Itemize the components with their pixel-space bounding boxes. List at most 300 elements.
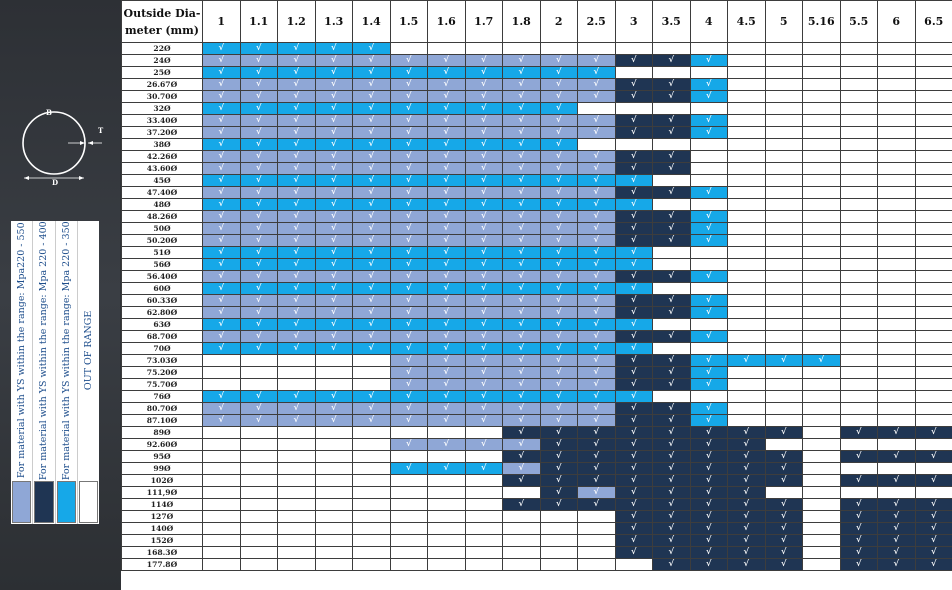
- availability-check-cell: √: [465, 151, 503, 163]
- availability-check-cell: √: [540, 211, 578, 223]
- table-row: [122, 283, 952, 295]
- availability-check-cell: √: [465, 211, 503, 223]
- availability-check-cell: √: [465, 295, 503, 307]
- out-of-range-cell: [465, 559, 503, 571]
- availability-check-cell: √: [915, 523, 952, 535]
- out-of-range-cell: [615, 559, 653, 571]
- out-of-range-cell: [428, 511, 466, 523]
- out-of-range-cell: [803, 427, 841, 439]
- out-of-range-cell: [803, 331, 841, 343]
- availability-check-cell: √: [465, 55, 503, 67]
- out-of-range-cell: [878, 139, 916, 151]
- availability-check-cell: √: [878, 535, 916, 547]
- thickness-column-header: 1.3: [315, 1, 353, 43]
- availability-check-cell: √: [390, 127, 428, 139]
- availability-check-cell: √: [390, 319, 428, 331]
- availability-check-cell: √: [615, 175, 653, 187]
- out-of-range-cell: [915, 235, 952, 247]
- availability-check-cell: √: [503, 319, 541, 331]
- availability-check-cell: √: [315, 343, 353, 355]
- table-body: [122, 43, 952, 571]
- outside-diameter-cell: 63Ø: [122, 319, 203, 331]
- availability-check-cell: √: [690, 367, 728, 379]
- availability-check-cell: √: [503, 403, 541, 415]
- availability-check-cell: √: [240, 223, 278, 235]
- availability-check-cell: √: [503, 451, 541, 463]
- availability-check-cell: √: [915, 559, 952, 571]
- availability-check-cell: √: [315, 91, 353, 103]
- availability-check-cell: √: [915, 547, 952, 559]
- availability-check-cell: √: [690, 235, 728, 247]
- availability-check-cell: √: [615, 307, 653, 319]
- table-row: [122, 439, 952, 451]
- availability-check-cell: √: [315, 151, 353, 163]
- availability-check-cell: √: [240, 295, 278, 307]
- out-of-range-cell: [803, 283, 841, 295]
- availability-check-cell: √: [690, 559, 728, 571]
- table-row: [122, 223, 952, 235]
- availability-check-cell: √: [728, 559, 766, 571]
- availability-check-cell: √: [690, 91, 728, 103]
- availability-check-cell: √: [278, 295, 316, 307]
- availability-check-cell: √: [390, 463, 428, 475]
- out-of-range-cell: [203, 427, 241, 439]
- availability-check-cell: √: [503, 439, 541, 451]
- out-of-range-cell: [803, 547, 841, 559]
- availability-check-cell: √: [540, 391, 578, 403]
- availability-check-cell: √: [653, 463, 691, 475]
- out-of-range-cell: [728, 163, 766, 175]
- availability-check-cell: √: [203, 283, 241, 295]
- availability-check-cell: √: [390, 223, 428, 235]
- out-of-range-cell: [840, 247, 878, 259]
- availability-check-cell: √: [840, 511, 878, 523]
- out-of-range-cell: [653, 391, 691, 403]
- availability-check-cell: √: [690, 211, 728, 223]
- out-of-range-cell: [315, 535, 353, 547]
- availability-check-cell: √: [653, 115, 691, 127]
- availability-check-cell: √: [353, 43, 391, 55]
- out-of-range-cell: [878, 367, 916, 379]
- availability-check-cell: √: [653, 355, 691, 367]
- availability-check-cell: √: [203, 211, 241, 223]
- out-of-range-cell: [840, 79, 878, 91]
- availability-check-cell: √: [315, 43, 353, 55]
- availability-check-cell: √: [503, 175, 541, 187]
- out-of-range-cell: [390, 487, 428, 499]
- out-of-range-cell: [728, 331, 766, 343]
- table-row: [122, 355, 952, 367]
- availability-check-cell: √: [278, 223, 316, 235]
- availability-check-cell: √: [428, 415, 466, 427]
- availability-check-cell: √: [503, 67, 541, 79]
- availability-check-cell: √: [465, 79, 503, 91]
- outside-diameter-cell: 140Ø: [122, 523, 203, 535]
- out-of-range-cell: [840, 139, 878, 151]
- availability-check-cell: √: [315, 223, 353, 235]
- out-of-range-cell: [803, 43, 841, 55]
- availability-check-cell: √: [278, 415, 316, 427]
- out-of-range-cell: [465, 511, 503, 523]
- availability-check-cell: √: [315, 247, 353, 259]
- outside-diameter-cell: 51Ø: [122, 247, 203, 259]
- outside-diameter-cell: 68.70Ø: [122, 331, 203, 343]
- out-of-range-cell: [728, 43, 766, 55]
- availability-check-cell: √: [390, 379, 428, 391]
- availability-check-cell: √: [915, 427, 952, 439]
- out-of-range-cell: [690, 163, 728, 175]
- availability-check-cell: √: [728, 427, 766, 439]
- out-of-range-cell: [803, 79, 841, 91]
- availability-check-cell: √: [428, 391, 466, 403]
- availability-check-cell: √: [540, 55, 578, 67]
- out-of-range-cell: [840, 259, 878, 271]
- availability-check-cell: √: [915, 535, 952, 547]
- out-of-range-cell: [765, 331, 803, 343]
- table-row: [122, 499, 952, 511]
- thickness-column-header: 1.7: [465, 1, 503, 43]
- out-of-range-cell: [465, 475, 503, 487]
- availability-check-cell: √: [578, 415, 616, 427]
- out-of-range-cell: [728, 67, 766, 79]
- out-of-range-cell: [765, 439, 803, 451]
- availability-check-cell: √: [315, 103, 353, 115]
- availability-check-cell: √: [428, 247, 466, 259]
- out-of-range-cell: [203, 379, 241, 391]
- availability-check-cell: √: [428, 307, 466, 319]
- out-of-range-cell: [765, 295, 803, 307]
- out-of-range-cell: [840, 235, 878, 247]
- table-row: [122, 415, 952, 427]
- availability-check-cell: √: [278, 259, 316, 271]
- out-of-range-cell: [428, 43, 466, 55]
- out-of-range-cell: [803, 259, 841, 271]
- out-of-range-cell: [315, 427, 353, 439]
- out-of-range-cell: [203, 355, 241, 367]
- out-of-range-cell: [315, 499, 353, 511]
- out-of-range-cell: [840, 463, 878, 475]
- availability-check-cell: √: [390, 55, 428, 67]
- out-of-range-cell: [765, 271, 803, 283]
- out-of-range-cell: [878, 319, 916, 331]
- table-row: [122, 259, 952, 271]
- out-of-range-cell: [915, 175, 952, 187]
- out-of-range-cell: [878, 235, 916, 247]
- availability-check-cell: √: [278, 79, 316, 91]
- availability-check-cell: √: [240, 307, 278, 319]
- availability-check-cell: √: [315, 199, 353, 211]
- out-of-range-cell: [240, 523, 278, 535]
- out-of-range-cell: [653, 43, 691, 55]
- table-row: [122, 271, 952, 283]
- availability-check-cell: √: [578, 343, 616, 355]
- availability-check-cell: √: [615, 523, 653, 535]
- availability-check-cell: √: [428, 367, 466, 379]
- availability-check-cell: √: [390, 295, 428, 307]
- availability-check-cell: √: [503, 307, 541, 319]
- out-of-range-cell: [540, 559, 578, 571]
- out-of-range-cell: [878, 391, 916, 403]
- availability-check-cell: √: [353, 175, 391, 187]
- availability-check-cell: √: [465, 367, 503, 379]
- availability-check-cell: √: [840, 451, 878, 463]
- availability-check-cell: √: [540, 151, 578, 163]
- out-of-range-cell: [390, 451, 428, 463]
- outside-diameter-cell: 30.70Ø: [122, 91, 203, 103]
- availability-check-cell: √: [278, 343, 316, 355]
- out-of-range-cell: [915, 259, 952, 271]
- availability-check-cell: √: [540, 79, 578, 91]
- availability-check-cell: √: [203, 331, 241, 343]
- availability-check-cell: √: [728, 355, 766, 367]
- out-of-range-cell: [315, 463, 353, 475]
- availability-check-cell: √: [353, 283, 391, 295]
- availability-check-cell: √: [390, 391, 428, 403]
- out-of-range-cell: [653, 343, 691, 355]
- table-row: [122, 115, 952, 127]
- out-of-range-cell: [878, 211, 916, 223]
- outside-diameter-cell: 37.20Ø: [122, 127, 203, 139]
- out-of-range-cell: [240, 379, 278, 391]
- availability-check-cell: √: [390, 283, 428, 295]
- availability-check-cell: √: [353, 223, 391, 235]
- availability-check-cell: √: [353, 271, 391, 283]
- availability-check-cell: √: [653, 451, 691, 463]
- out-of-range-cell: [353, 439, 391, 451]
- out-of-range-cell: [653, 319, 691, 331]
- availability-check-cell: √: [503, 211, 541, 223]
- out-of-range-cell: [803, 187, 841, 199]
- out-of-range-cell: [203, 523, 241, 535]
- availability-check-cell: √: [615, 331, 653, 343]
- table-row: [122, 211, 952, 223]
- availability-check-cell: √: [503, 367, 541, 379]
- table-row: [122, 151, 952, 163]
- outside-diameter-cell: 60Ø: [122, 283, 203, 295]
- outside-diameter-cell: 22Ø: [122, 43, 203, 55]
- availability-check-cell: √: [278, 235, 316, 247]
- availability-check-cell: √: [353, 403, 391, 415]
- availability-check-cell: √: [240, 139, 278, 151]
- outside-diameter-cell: 75.20Ø: [122, 367, 203, 379]
- out-of-range-cell: [915, 355, 952, 367]
- out-of-range-cell: [915, 403, 952, 415]
- out-of-range-cell: [428, 487, 466, 499]
- out-of-range-cell: [803, 103, 841, 115]
- out-of-range-cell: [203, 451, 241, 463]
- availability-check-cell: √: [615, 475, 653, 487]
- availability-check-cell: √: [240, 391, 278, 403]
- out-of-range-cell: [840, 415, 878, 427]
- out-of-range-cell: [653, 247, 691, 259]
- out-of-range-cell: [653, 175, 691, 187]
- out-of-range-cell: [915, 211, 952, 223]
- availability-check-cell: √: [390, 343, 428, 355]
- availability-check-cell: √: [203, 175, 241, 187]
- out-of-range-cell: [878, 415, 916, 427]
- out-of-range-cell: [278, 499, 316, 511]
- table-row: [122, 367, 952, 379]
- outside-diameter-cell: 56Ø: [122, 259, 203, 271]
- out-of-range-cell: [765, 283, 803, 295]
- availability-check-cell: √: [578, 331, 616, 343]
- legend-label: For material with YS within the range: Mpa220 - 550: [16, 222, 28, 479]
- outside-diameter-cell: 26.67Ø: [122, 79, 203, 91]
- out-of-range-cell: [728, 175, 766, 187]
- availability-check-cell: √: [653, 295, 691, 307]
- availability-check-cell: √: [203, 223, 241, 235]
- availability-check-cell: √: [615, 55, 653, 67]
- out-of-range-cell: [278, 511, 316, 523]
- availability-check-cell: √: [653, 499, 691, 511]
- availability-check-cell: √: [578, 247, 616, 259]
- availability-check-cell: √: [615, 415, 653, 427]
- out-of-range-cell: [653, 103, 691, 115]
- availability-check-cell: √: [540, 271, 578, 283]
- out-of-range-cell: [315, 451, 353, 463]
- availability-check-cell: √: [428, 319, 466, 331]
- availability-check-cell: √: [278, 151, 316, 163]
- outside-diameter-cell: 76Ø: [122, 391, 203, 403]
- out-of-range-cell: [503, 523, 541, 535]
- out-of-range-cell: [765, 319, 803, 331]
- availability-check-cell: √: [465, 403, 503, 415]
- availability-check-cell: √: [315, 175, 353, 187]
- out-of-range-cell: [390, 511, 428, 523]
- availability-check-cell: √: [203, 151, 241, 163]
- label-t: T: [98, 126, 104, 135]
- out-of-range-cell: [503, 43, 541, 55]
- availability-check-cell: √: [315, 319, 353, 331]
- out-of-range-cell: [578, 547, 616, 559]
- availability-check-cell: √: [353, 415, 391, 427]
- availability-check-cell: √: [240, 271, 278, 283]
- availability-check-cell: √: [465, 439, 503, 451]
- availability-check-cell: √: [690, 271, 728, 283]
- outside-diameter-cell: 75.70Ø: [122, 379, 203, 391]
- availability-check-cell: √: [428, 91, 466, 103]
- out-of-range-cell: [878, 55, 916, 67]
- availability-check-cell: √: [428, 127, 466, 139]
- availability-check-cell: √: [390, 199, 428, 211]
- out-of-range-cell: [878, 331, 916, 343]
- availability-check-cell: √: [428, 187, 466, 199]
- out-of-range-cell: [878, 403, 916, 415]
- availability-check-cell: √: [390, 67, 428, 79]
- out-of-range-cell: [728, 235, 766, 247]
- out-of-range-cell: [765, 55, 803, 67]
- out-of-range-cell: [728, 115, 766, 127]
- availability-check-cell: √: [428, 163, 466, 175]
- availability-check-cell: √: [765, 535, 803, 547]
- out-of-range-cell: [915, 115, 952, 127]
- out-of-range-cell: [315, 367, 353, 379]
- label-b: B: [46, 108, 52, 117]
- table-row: [122, 523, 952, 535]
- out-of-range-cell: [915, 379, 952, 391]
- availability-check-cell: √: [465, 271, 503, 283]
- availability-check-cell: √: [203, 139, 241, 151]
- availability-check-cell: √: [690, 439, 728, 451]
- availability-check-cell: √: [390, 79, 428, 91]
- availability-check-cell: √: [203, 343, 241, 355]
- left-panel: [0, 0, 120, 590]
- availability-check-cell: √: [428, 295, 466, 307]
- out-of-range-cell: [728, 187, 766, 199]
- out-of-range-cell: [728, 151, 766, 163]
- out-of-range-cell: [278, 379, 316, 391]
- availability-check-cell: √: [353, 79, 391, 91]
- out-of-range-cell: [878, 67, 916, 79]
- availability-check-cell: √: [428, 139, 466, 151]
- out-of-range-cell: [503, 559, 541, 571]
- out-of-range-cell: [690, 43, 728, 55]
- out-of-range-cell: [915, 199, 952, 211]
- out-of-range-cell: [203, 559, 241, 571]
- out-of-range-cell: [578, 43, 616, 55]
- out-of-range-cell: [803, 151, 841, 163]
- availability-check-cell: √: [690, 223, 728, 235]
- out-of-range-cell: [353, 379, 391, 391]
- out-of-range-cell: [878, 271, 916, 283]
- out-of-range-cell: [653, 67, 691, 79]
- table-row: [122, 475, 952, 487]
- out-of-range-cell: [803, 379, 841, 391]
- out-of-range-cell: [878, 127, 916, 139]
- availability-check-cell: √: [315, 55, 353, 67]
- availability-check-cell: √: [540, 379, 578, 391]
- out-of-range-cell: [353, 547, 391, 559]
- out-of-range-cell: [315, 559, 353, 571]
- availability-check-cell: √: [578, 79, 616, 91]
- availability-check-cell: √: [765, 511, 803, 523]
- out-of-range-cell: [915, 247, 952, 259]
- out-of-range-cell: [315, 511, 353, 523]
- availability-check-cell: √: [390, 115, 428, 127]
- out-of-range-cell: [503, 511, 541, 523]
- legend-item: [56, 221, 78, 524]
- outside-diameter-cell: 73.03Ø: [122, 355, 203, 367]
- availability-check-cell: √: [315, 259, 353, 271]
- availability-check-cell: √: [390, 103, 428, 115]
- availability-check-cell: √: [578, 439, 616, 451]
- availability-check-cell: √: [690, 187, 728, 199]
- out-of-range-cell: [803, 403, 841, 415]
- out-of-range-cell: [578, 523, 616, 535]
- out-of-range-cell: [803, 439, 841, 451]
- out-of-range-cell: [915, 307, 952, 319]
- out-of-range-cell: [765, 391, 803, 403]
- availability-check-cell: √: [240, 175, 278, 187]
- out-of-range-cell: [765, 79, 803, 91]
- availability-check-cell: √: [390, 355, 428, 367]
- availability-check-cell: √: [428, 67, 466, 79]
- table-row: [122, 331, 952, 343]
- availability-check-cell: √: [578, 175, 616, 187]
- table-row: [122, 43, 952, 55]
- table-row: [122, 295, 952, 307]
- availability-check-cell: √: [278, 139, 316, 151]
- outside-diameter-cell: 56.40Ø: [122, 271, 203, 283]
- out-of-range-cell: [915, 343, 952, 355]
- availability-check-cell: √: [690, 499, 728, 511]
- availability-check-cell: √: [465, 355, 503, 367]
- availability-check-cell: √: [653, 187, 691, 199]
- availability-check-cell: √: [278, 319, 316, 331]
- out-of-range-cell: [803, 139, 841, 151]
- availability-check-cell: √: [540, 223, 578, 235]
- out-of-range-cell: [803, 175, 841, 187]
